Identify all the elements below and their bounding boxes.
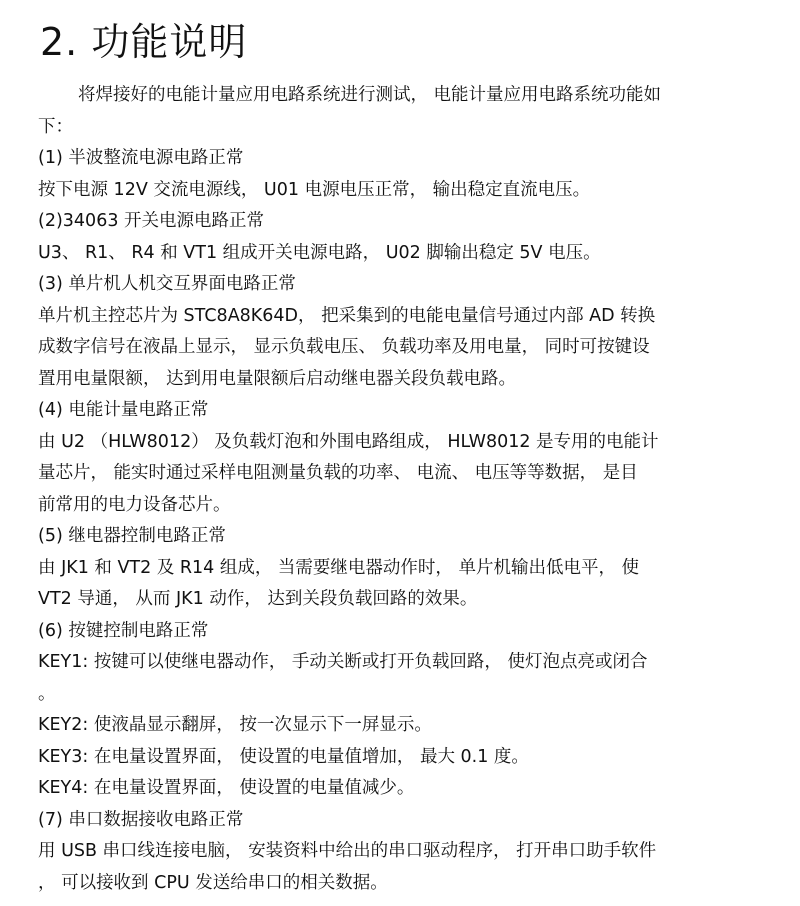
- paragraph-line: 置用电量限额， 达到用电量限额后启动继电器关段负载电路。: [38, 368, 517, 389]
- section-heading: (5) 继电器控制电路正常: [38, 526, 226, 546]
- section-title: 2. 功能说明: [40, 20, 248, 64]
- section-heading: (2)34063 开关电源电路正常: [38, 211, 265, 231]
- paragraph-line: KEY2: 使液晶显示翻屏， 按一次显示下一屏显示。: [38, 715, 432, 735]
- paragraph-line: KEY1: 按键可以使继电器动作， 手动关断或打开负载回路， 使灯泡点亮或闭合: [38, 652, 648, 672]
- paragraph-line: 按下电源 12V 交流电源线， U01 电源电压正常， 输出稳定直流电压。: [38, 179, 591, 200]
- paragraph-line: 量芯片， 能实时通过采样电阻测量负载的功率、 电流、 电压等等数据， 是目: [38, 463, 638, 483]
- paragraph-line: 前常用的电力设备芯片。: [38, 494, 231, 515]
- paragraph-line: ， 可以接收到 CPU 发送给串口的相关数据。: [38, 872, 388, 893]
- paragraph-line: 由 U2 （HLW8012） 及负载灯泡和外围电路组成， HLW8012 是专用的电能计: [38, 431, 659, 452]
- paragraph-line: 下：: [38, 116, 73, 137]
- paragraph-line: VT2 导通， 从而 JK1 动作， 达到关段负载回路的效果。: [38, 589, 478, 609]
- section-heading: (1) 半波整流电源电路正常: [38, 148, 244, 168]
- paragraph-line: 将焊接好的电能计量应用电路系统进行测试， 电能计量应用电路系统功能如: [78, 85, 662, 105]
- paragraph-line: 单片机主控芯片为 STC8A8K64D， 把采集到的电能电量信号通过内部 AD 转换: [38, 305, 656, 326]
- section-heading: (4) 电能计量电路正常: [38, 400, 209, 420]
- paragraph-line: 用 USB 串口线连接电脑， 安装资料中给出的串口驱动程序， 打开串口助手软件: [38, 841, 657, 861]
- section-heading: (7) 串口数据接收电路正常: [38, 809, 244, 830]
- paragraph-line: 。: [38, 683, 56, 704]
- section-heading: (3) 单片机人机交互界面电路正常: [38, 274, 296, 294]
- paragraph-line: U3、 R1、 R4 和 VT1 组成开关电源电路， U02 脚输出稳定 5V 电压。: [38, 242, 601, 263]
- paragraph-line: 由 JK1 和 VT2 及 R14 组成， 当需要继电器动作时， 单片机输出低电平， 使: [38, 557, 640, 578]
- paragraph-line: KEY3: 在电量设置界面， 使设置的电量值增加， 最大 0.1 度。: [38, 746, 529, 767]
- paragraph-line: KEY4: 在电量设置界面， 使设置的电量值减少。: [38, 778, 415, 798]
- section-heading: (6) 按键控制电路正常: [38, 620, 209, 641]
- paragraph-line: 成数字信号在液晶上显示， 显示负载电压、 负载功率及用电量， 同时可按键设: [38, 337, 650, 357]
- document-body: [38, 80, 778, 899]
